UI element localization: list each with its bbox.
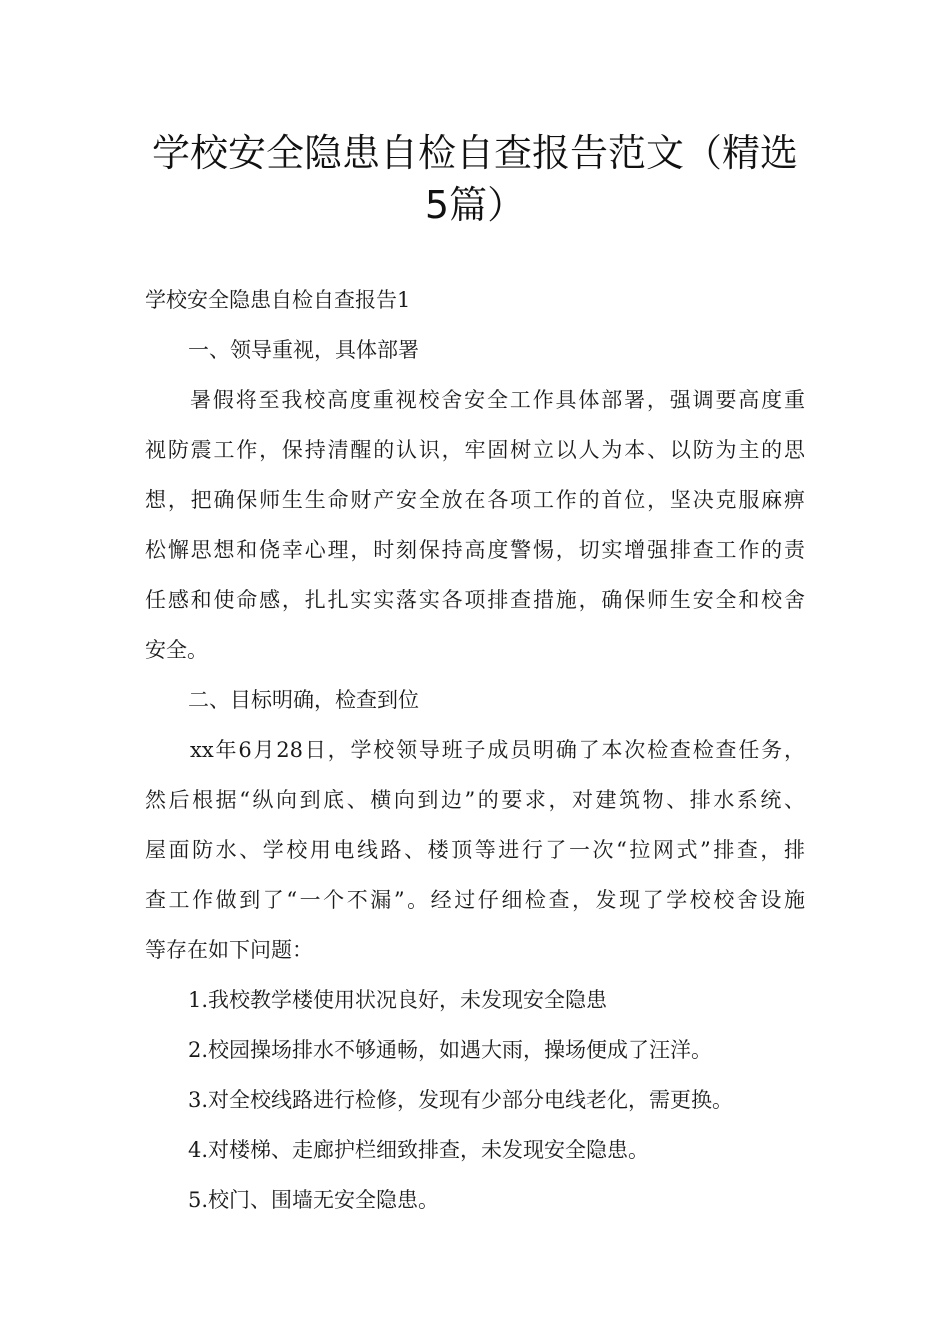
section-2-line: 屋面防水、学校用电线路、楼顶等进行了一次“拉网式”排查，排 — [145, 838, 805, 862]
finding-item: 4.对楼梯、走廊护栏细致排查，未发现安全隐患。 — [188, 1138, 650, 1162]
section-1-heading: 一、领导重视，具体部署 — [188, 338, 419, 362]
section-2-heading: 二、目标明确，检查到位 — [188, 688, 419, 712]
section-2-line: 等存在如下问题： — [145, 938, 313, 962]
section-1-line: 安全。 — [145, 638, 208, 662]
report-heading: 学校安全隐患自检自查报告1 — [145, 288, 411, 312]
section-1-line: 任感和使命感，扎扎实实落实各项排查措施，确保师生安全和校舍 — [145, 588, 805, 612]
finding-item: 3.对全校线路进行检修，发现有少部分电线老化，需更换。 — [188, 1088, 734, 1112]
document-title-line-2: 5篇） — [424, 183, 526, 227]
finding-item: 2.校园操场排水不够通畅，如遇大雨，操场便成了汪洋。 — [188, 1038, 713, 1062]
document-title-line-1: 学校安全隐患自检自查报告范文（精选 — [151, 131, 798, 175]
section-2-line: 然后根据“纵向到底、横向到边”的要求，对建筑物、排水系统、 — [145, 788, 805, 812]
finding-item: 5.校门、围墙无安全隐患。 — [188, 1188, 440, 1212]
section-1-line: 松懈思想和侥幸心理，时刻保持高度警惕，切实增强排查工作的责 — [145, 538, 805, 562]
section-1-line: 视防震工作，保持清醒的认识，牢固树立以人为本、以防为主的思 — [145, 438, 805, 462]
finding-item: 1.我校教学楼使用状况良好，未发现安全隐患 — [188, 988, 608, 1012]
section-1-line: 想，把确保师生生命财产安全放在各项工作的首位，坚决克服麻痹 — [145, 488, 805, 512]
section-1-line: 暑假将至我校高度重视校舍安全工作具体部署，强调要高度重 — [190, 388, 805, 412]
section-2-line: xx年6月28日，学校领导班子成员明确了本次检查检查任务， — [190, 738, 805, 762]
section-2-line: 查工作做到了“一个不漏”。经过仔细检查，发现了学校校舍设施 — [145, 888, 805, 912]
